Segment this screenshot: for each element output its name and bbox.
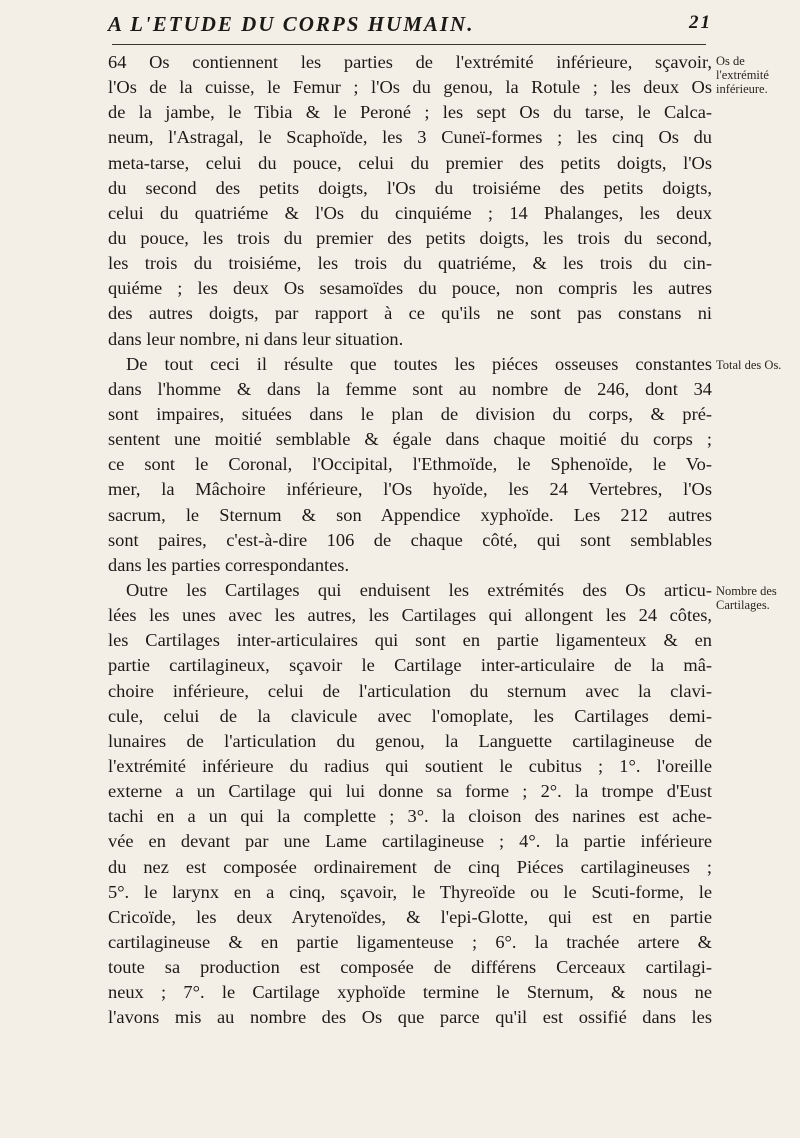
- text-line: dans l'homme & dans la femme sont au nombre de 246, dont 34: [108, 378, 712, 399]
- text-line: lunaires de l'articulation du genou, la Languette cartilagineuse de: [108, 730, 712, 751]
- margin-note-extremite: Os de l'extrémité inférieure.: [716, 54, 769, 96]
- text-line: neum, l'Astragal, le Scaphoïde, les 3 Cuneï-formes ; les cinq Os du: [108, 127, 712, 148]
- running-title: A L'ETUDE DU CORPS HUMAIN.: [108, 12, 475, 36]
- text-line: tachi en a un qui la complette ; 3°. la cloison des narines est ache-: [108, 806, 712, 827]
- text-line: les trois du troisiéme, les trois du quatriéme, & les trois du cin-: [108, 253, 712, 274]
- text-line: meta-tarse, celui du pouce, celui du premier des petits doigts, l'Os: [108, 152, 712, 173]
- text-line: ce sont le Coronal, l'Occipital, l'Ethmoïde, le Sphenoïde, le Vo-: [108, 454, 712, 475]
- text-line: mer, la Mâchoire inférieure, l'Os hyoïde, les 24 Vertebres, l'Os: [108, 479, 712, 500]
- text-line: externe a un Cartilage qui lui donne sa forme ; 2°. la trompe d'Eust: [108, 781, 712, 802]
- text-line: de la jambe, le Tibia & le Peroné ; les sept Os du tarse, le Calca-: [108, 102, 712, 123]
- text-line: sentent une moitié semblable & égale dans chaque moitié du corps ;: [108, 429, 712, 450]
- header-rule: [112, 44, 706, 45]
- text-line: dans leur nombre, ni dans leur situation.: [108, 328, 404, 349]
- body-text: [108, 50, 712, 1030]
- text-line: partie cartilagineux, sçavoir le Cartilage inter-articulaire de la mâ-: [108, 655, 712, 676]
- margin-note-total: Total des Os.: [716, 358, 782, 372]
- text-line: l'extrémité inférieure du radius qui soutient le cubitus ; 1°. l'oreille: [108, 755, 712, 776]
- text-line: Outre les Cartilages qui enduisent les extrémités des Os articu-: [126, 579, 712, 600]
- text-line: quiéme ; les deux Os sesamoïdes du pouce, non compris les autres: [108, 278, 712, 299]
- text-line: lées les unes avec les autres, les Cartilages qui allongent les 24 côtes,: [108, 605, 712, 626]
- text-line: cule, celui de la clavicule avec l'omoplate, les Cartilages demi-: [108, 705, 712, 726]
- text-line: celui du quatriéme & l'Os du cinquiéme ; 14 Phalanges, les deux: [108, 202, 712, 223]
- text-line: sont impaires, situées dans le plan de division du corps, & pré-: [108, 403, 712, 424]
- text-line: du nez est composée ordinairement de cinq Piéces cartilagineuses ;: [108, 856, 712, 877]
- text-line: 5°. le larynx en a cinq, sçavoir, le Thyreoïde ou le Scuti-forme, le: [108, 881, 712, 902]
- text-line: sont paires, c'est-à-dire 106 de chaque côté, qui sont semblables: [108, 529, 712, 550]
- page-number: 21: [689, 12, 712, 33]
- text-line: l'Os de la cuisse, le Femur ; l'Os du genou, la Rotule ; les deux Os: [108, 77, 712, 98]
- text-line: du pouce, les trois du premier des petits doigts, les trois du second,: [108, 227, 712, 248]
- text-line: des autres doigts, par rapport à ce qu'ils ne sont pas constans ni: [108, 303, 712, 324]
- text-line: dans les parties correspondantes.: [108, 554, 350, 575]
- text-line: vée en devant par une Lame cartilagineuse ; 4°. la partie inférieure: [108, 831, 712, 852]
- running-header: [108, 8, 712, 44]
- text-line: du second des petits doigts, l'Os du troisiéme des petits doigts,: [108, 177, 712, 198]
- text-line: les Cartilages inter-articulaires qui sont en partie ligamenteux & en: [108, 630, 712, 651]
- text-line: De tout ceci il résulte que toutes les piéces osseuses constantes: [126, 353, 712, 374]
- text-line: choire inférieure, celui de l'articulation du sternum avec la clavi-: [108, 680, 712, 701]
- text-line: toute sa production est composée de différens Cerceaux cartilagi-: [108, 957, 712, 978]
- text-line: 64 Os contiennent les parties de l'extrémité inférieure, sçavoir,: [108, 52, 712, 72]
- text-line: sacrum, le Sternum & son Appendice xyphoïde. Les 212 autres: [108, 504, 712, 525]
- text-line: neux ; 7°. le Cartilage xyphoïde termine le Sternum, & nous ne: [108, 982, 712, 1003]
- text-line: cartilagineuse & en partie ligamenteuse ; 6°. la trachée artere &: [108, 931, 712, 952]
- margin-note-cartilages: Nombre des Cartilages.: [716, 584, 777, 612]
- text-line: l'avons mis au nombre des Os que parce qu'il est ossifié dans les: [108, 1007, 712, 1028]
- text-line: Cricoïde, les deux Arytenoïdes, & l'epi-Glotte, qui est en partie: [108, 906, 712, 927]
